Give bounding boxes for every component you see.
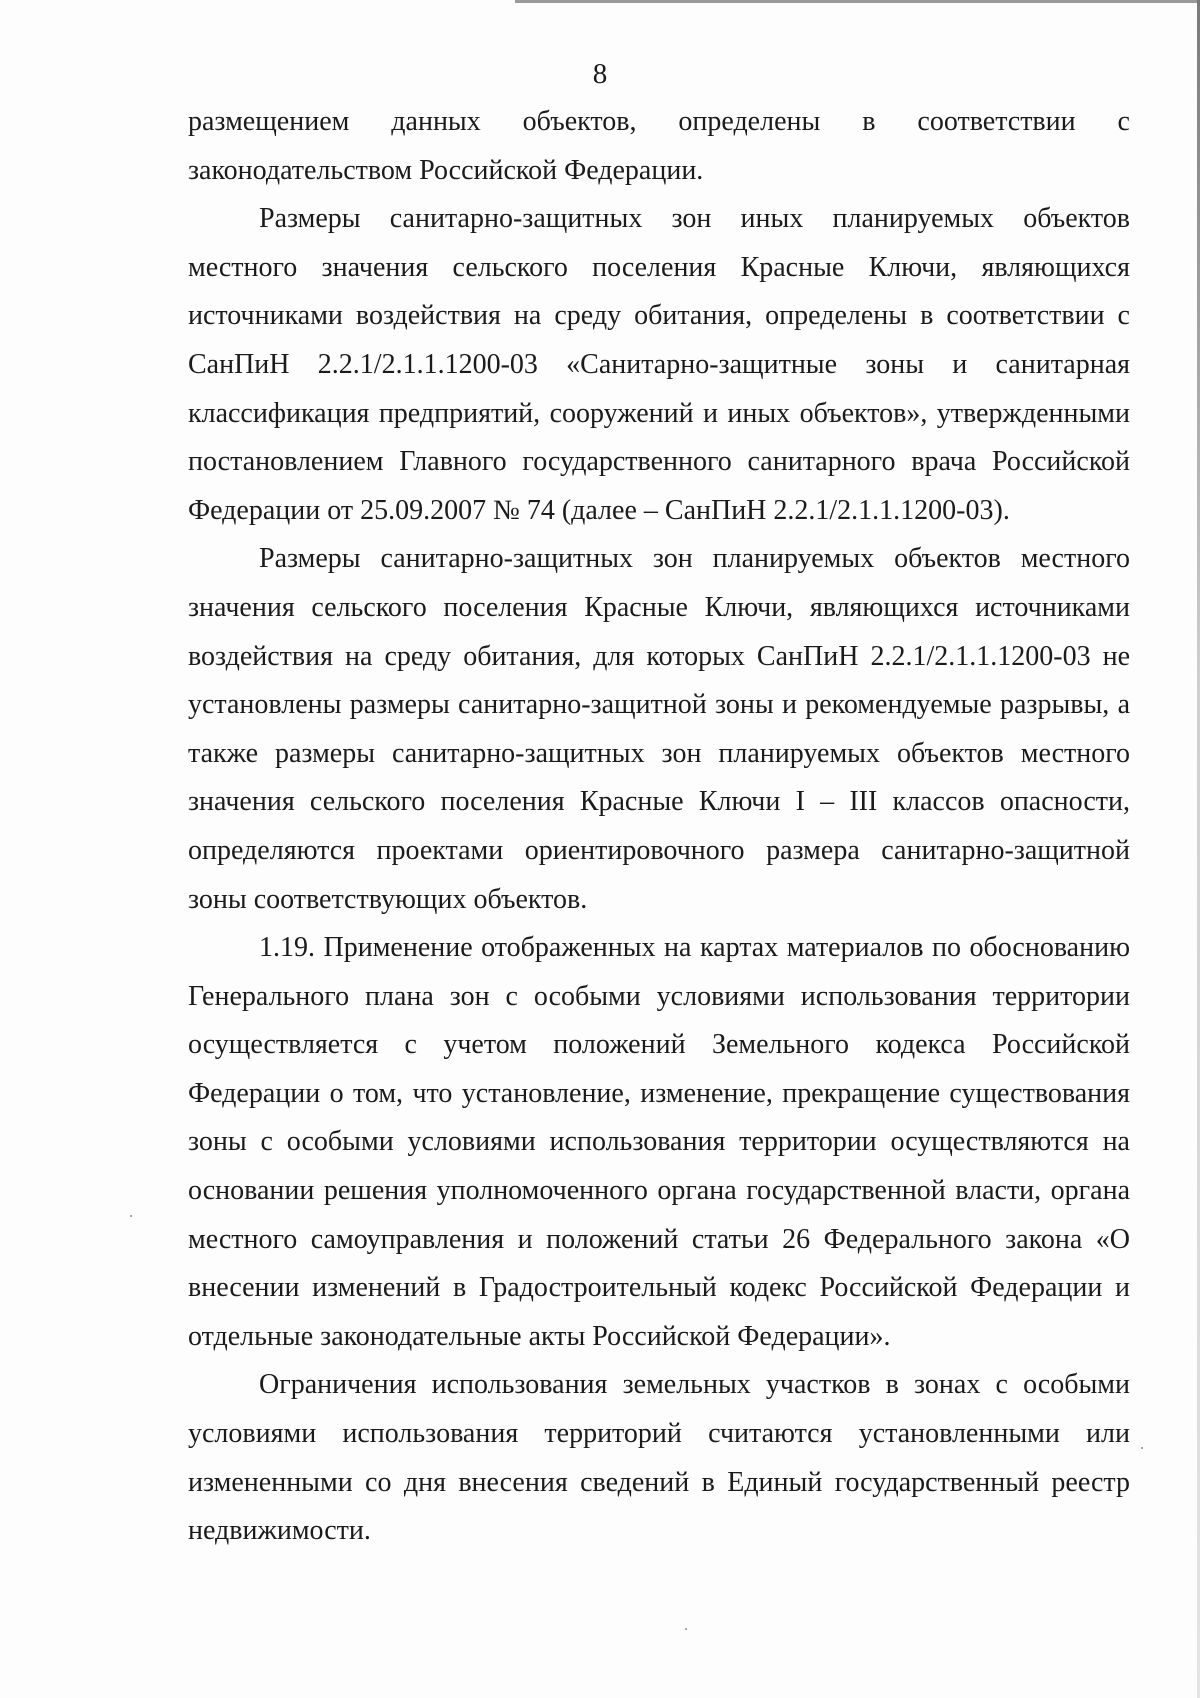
page-number: 8	[592, 58, 608, 90]
paragraph-continued: размещением данных объектов, определены в соответствии с законодательством Российской Федерации.	[188, 106, 1130, 186]
scan-speck	[130, 1215, 132, 1217]
scan-speck	[685, 1628, 687, 1630]
body-text	[188, 98, 1130, 1556]
scan-edge-top	[515, 0, 1200, 3]
paragraph-1-19: 1.19. Применение отображенных на картах материалов по обоснованию Генерального плана зон с особыми условиями использования территории осуществляется с учетом положений Земельного кодекса Российской Федерации о том, что установление, изменение, прекращение существования зоны с особыми условиями использования территории осуществляются на основании решения уполномоченного органа государственной власти, органа местного самоуправления и положений статьи 26 Федерального закона «О внесении изменений в Градостроительный кодекс Российской Федерации и отдельные законодательные акты Российской Федерации».	[188, 932, 1130, 1352]
paragraph-sanitary-zones-planned: Размеры санитарно-защитных зон планируемых объектов местного значения сельского поселения Красные Ключи, являющихся источниками воздействия на среду обитания, для которых СанПиН 2.2.1/2.1.1.1200-03 не установлены размеры санитарно-защитной зоны и рекомендуемые разрывы, а также размеры санитарно-защитных зон планируемых объектов местного значения сельского поселения Красные Ключи I – III классов опасности, определяются проектами ориентировочного размера санитарно-защитной зоны соответствующих объектов.	[188, 543, 1130, 915]
paragraph-land-restrictions: Ограничения использования земельных участков в зонах с особыми условиями использования территорий считаются установленными или измененными со дня внесения сведений в Единый государственный реестр недвижимости.	[188, 1369, 1130, 1547]
paragraph-sanitary-zones-other: Размеры санитарно-защитных зон иных планируемых объектов местного значения сельского поселения Красные Ключи, являющихся источниками воздействия на среду обитания, определены в соответствии с СанПиН 2.2.1/2.1.1.1200-03 «Санитарно-защитные зоны и санитарная классификация предприятий, сооружений и иных объектов», утвержденными постановлением Главного государственного санитарного врача Российской Федерации от 25.09.2007 № 74 (далее – СанПиН 2.2.1/2.1.1.1200-03).	[188, 203, 1130, 526]
scan-speck	[1141, 1447, 1143, 1449]
